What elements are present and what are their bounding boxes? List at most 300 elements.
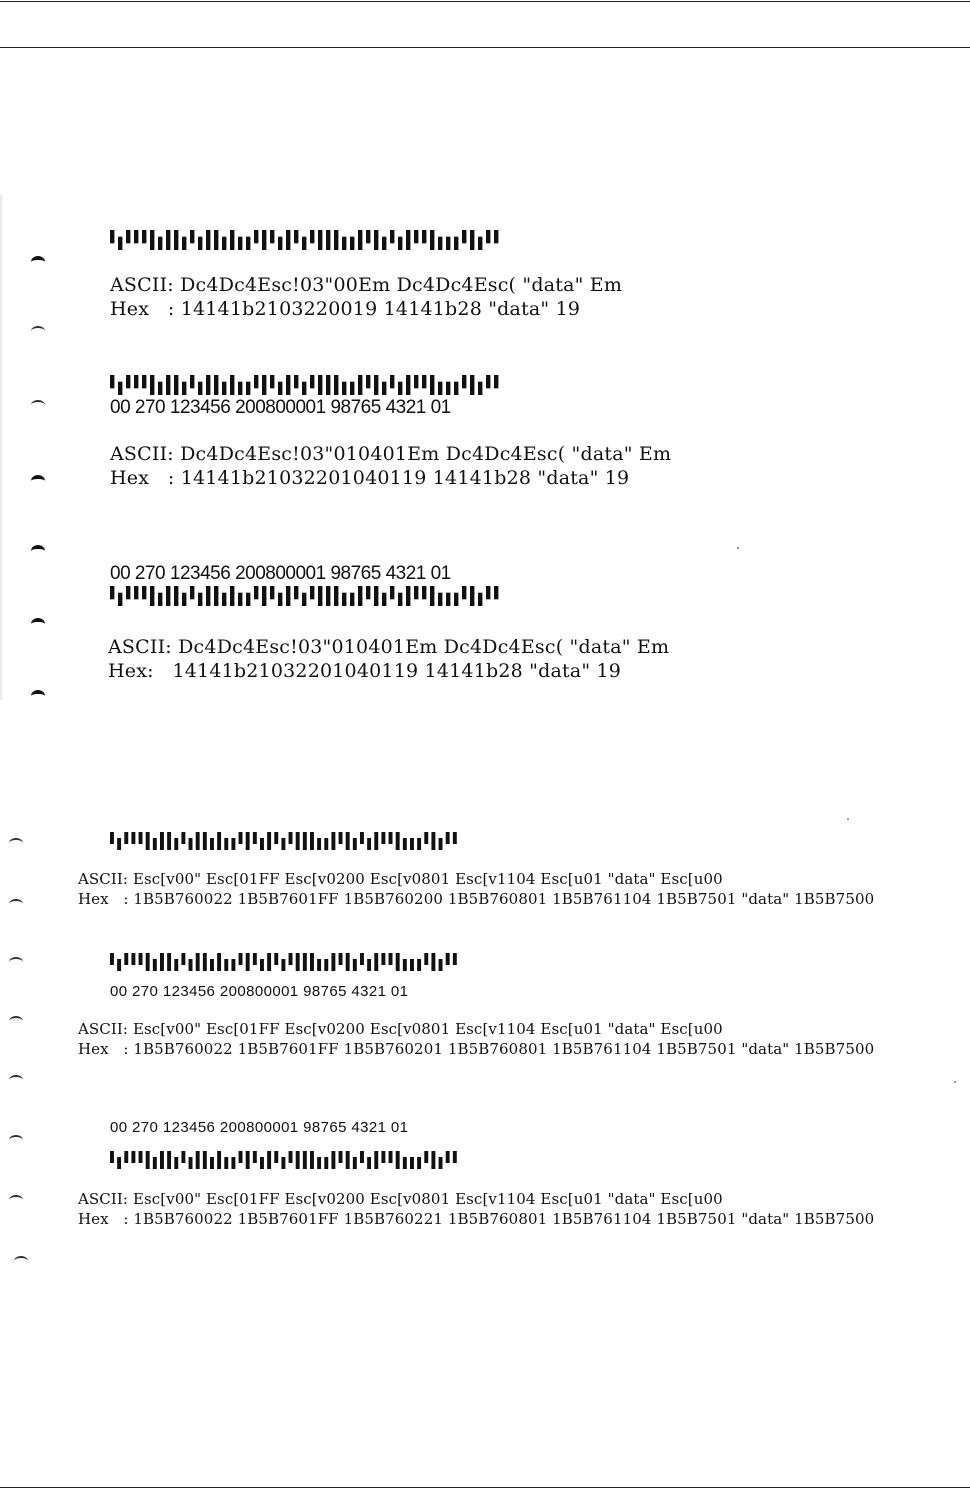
- barcode-graphic: [110, 586, 502, 606]
- barcode-bar: [131, 953, 135, 965]
- barcode-bar: [310, 953, 314, 971]
- hex-line: Hex: 14141b21032201040119 14141b28 "data" 19: [108, 660, 622, 682]
- barcode-bar: [324, 959, 328, 971]
- hex-line: Hex : 14141b21032201040119 14141b28 "data" 19: [110, 467, 630, 489]
- barcode-bar: [118, 382, 122, 395]
- barcode-bar: [278, 382, 282, 395]
- barcode-bar: [146, 832, 150, 850]
- barcode-bar: [453, 953, 457, 965]
- barcode-bar: [286, 586, 290, 606]
- barcode-bar: [446, 953, 450, 965]
- barcode-bar: [406, 375, 410, 395]
- barcode-bar: [358, 586, 362, 606]
- ascii-line: ASCII: Esc[v00" Esc[01FF Esc[v0200 Esc[v0801 Esc[v1104 Esc[u01 "data" Esc[u00: [78, 1020, 723, 1038]
- barcode-bar: [150, 230, 154, 250]
- margin-hole-mark: [9, 838, 23, 848]
- barcode-bar: [289, 832, 293, 844]
- barcode-bar: [324, 1157, 328, 1169]
- barcode-bar: [302, 237, 306, 250]
- barcode-bar: [181, 832, 185, 844]
- barcode-bar: [274, 1151, 278, 1163]
- barcode-bar: [124, 832, 128, 844]
- barcode-bar: [198, 237, 202, 250]
- barcode-bar: [438, 593, 442, 606]
- barcode-bar: [246, 1151, 250, 1169]
- barcode-bar: [302, 382, 306, 395]
- barcode-bar: [439, 959, 443, 971]
- barcode-bar: [310, 375, 314, 388]
- barcode-bar: [289, 1151, 293, 1163]
- barcode-bar: [494, 375, 498, 388]
- barcode-bar: [294, 586, 298, 599]
- barcode-bar: [196, 832, 200, 850]
- barcode-bar: [262, 230, 266, 250]
- barcode-bar: [326, 586, 330, 606]
- barcode-bar: [278, 237, 282, 250]
- barcode-bar: [267, 1151, 271, 1169]
- barcode-bar: [350, 382, 354, 395]
- barcode-bar: [406, 230, 410, 250]
- barcode-bar: [331, 832, 335, 850]
- barcode-bar: [134, 586, 138, 599]
- barcode-bar: [134, 375, 138, 388]
- margin-hole-mark: [9, 1075, 23, 1085]
- barcode-bar: [389, 953, 393, 965]
- barcode-bar: [422, 230, 426, 243]
- barcode-bar: [254, 586, 258, 599]
- barcode-bar: [174, 959, 178, 971]
- barcode-bar: [203, 832, 207, 850]
- barcode-bar: [281, 838, 285, 850]
- barcode-bar: [366, 230, 370, 243]
- human-readable-line: 00 270 123456 200800001 98765 4321 01: [110, 397, 451, 418]
- barcode-bar: [296, 832, 300, 850]
- barcode-bar: [153, 1157, 157, 1169]
- barcode-bar: [303, 953, 307, 971]
- barcode-bar: [281, 959, 285, 971]
- scan-speck: [847, 818, 849, 820]
- margin-hole-mark: [9, 1195, 23, 1205]
- barcode-bar: [346, 953, 350, 971]
- ascii-line: ASCII: Esc[v00" Esc[01FF Esc[v0200 Esc[v0801 Esc[v1104 Esc[u01 "data" Esc[u00: [78, 1190, 723, 1208]
- barcode-bar: [446, 593, 450, 606]
- barcode-bar: [139, 953, 143, 965]
- barcode-bar: [278, 593, 282, 606]
- barcode-bar: [160, 953, 164, 971]
- barcode-bar: [414, 586, 418, 599]
- barcode-bar: [424, 1151, 428, 1163]
- barcode-bar: [438, 382, 442, 395]
- barcode-bar: [360, 832, 364, 844]
- barcode-bar: [262, 586, 266, 606]
- barcode-bar: [118, 593, 122, 606]
- margin-hole-mark: [31, 326, 45, 336]
- barcode-bar: [239, 953, 243, 965]
- barcode-bar: [410, 1157, 414, 1169]
- barcode-bar: [453, 1151, 457, 1163]
- barcode-bar: [190, 375, 194, 388]
- barcode-graphic: [110, 375, 502, 395]
- barcode-bar: [267, 832, 271, 850]
- barcode-bar: [126, 230, 130, 243]
- barcode-bar: [339, 953, 343, 965]
- barcode-bar: [167, 1151, 171, 1169]
- hex-line: Hex : 14141b2103220019 14141b28 "data" 19: [110, 298, 581, 320]
- barcode-bar: [417, 959, 421, 971]
- barcode-bar: [217, 953, 221, 971]
- barcode-bar: [310, 832, 314, 850]
- barcode-bar: [353, 1157, 357, 1169]
- barcode-bar: [117, 838, 121, 850]
- barcode-bar: [246, 593, 250, 606]
- barcode-bar: [174, 838, 178, 850]
- barcode-bar: [254, 375, 258, 388]
- barcode-bar: [238, 593, 242, 606]
- barcode-bar: [317, 838, 321, 850]
- barcode-bar: [366, 586, 370, 599]
- barcode-bar: [254, 230, 258, 243]
- barcode-bar: [131, 832, 135, 844]
- barcode-bar: [270, 586, 274, 599]
- barcode-bar: [410, 959, 414, 971]
- barcode-bar: [398, 237, 402, 250]
- hex-line: Hex : 1B5B760022 1B5B7601FF 1B5B760221 1B5B760801 1B5B761104 1B5B7501 "data" 1B5B7500: [78, 1210, 875, 1228]
- barcode-bar: [303, 1151, 307, 1169]
- barcode-bar: [294, 230, 298, 243]
- barcode-bar: [350, 237, 354, 250]
- barcode-bar: [110, 230, 114, 243]
- human-readable-line: 00 270 123456 200800001 98765 4321 01: [110, 563, 451, 584]
- ascii-line: ASCII: Dc4Dc4Esc!03"010401Em Dc4Dc4Esc( "data" Em: [110, 443, 672, 465]
- barcode-bar: [390, 586, 394, 599]
- barcode-bar: [326, 230, 330, 250]
- margin-hole-mark: [31, 690, 45, 702]
- header-rule: [0, 47, 970, 48]
- barcode-bar: [367, 1157, 371, 1169]
- barcode-bar: [398, 593, 402, 606]
- barcode-bar: [331, 953, 335, 971]
- barcode-bar: [430, 586, 434, 606]
- barcode-bar: [296, 1151, 300, 1169]
- barcode-bar: [210, 1157, 214, 1169]
- barcode-bar: [342, 237, 346, 250]
- barcode-bar: [390, 230, 394, 243]
- margin-hole-mark: [31, 618, 45, 630]
- barcode-bar: [260, 1157, 264, 1169]
- barcode-bar: [470, 375, 474, 395]
- barcode-bar: [374, 375, 378, 395]
- barcode-bar: [158, 237, 162, 250]
- barcode-bar: [253, 1151, 257, 1163]
- barcode-bar: [358, 375, 362, 395]
- barcode-bar: [396, 832, 400, 850]
- barcode-bar: [317, 959, 321, 971]
- barcode-bar: [281, 1157, 285, 1169]
- barcode-bar: [439, 1157, 443, 1169]
- barcode-bar: [253, 953, 257, 965]
- barcode-bar: [110, 1151, 114, 1163]
- barcode-bar: [381, 832, 385, 844]
- barcode-bar: [198, 593, 202, 606]
- barcode-bar: [406, 586, 410, 606]
- scan-speck: [737, 547, 739, 549]
- barcode-bar: [139, 832, 143, 844]
- barcode-bar: [196, 1151, 200, 1169]
- barcode-bar: [146, 953, 150, 971]
- barcode-bar: [417, 1157, 421, 1169]
- barcode-bar: [246, 237, 250, 250]
- barcode-bar: [239, 832, 243, 844]
- barcode-bar: [274, 953, 278, 965]
- margin-hole-mark: [14, 1256, 28, 1266]
- barcode-bar: [431, 1151, 435, 1169]
- barcode-bar: [206, 586, 210, 606]
- barcode-bar: [398, 382, 402, 395]
- barcode-bar: [389, 832, 393, 844]
- barcode-bar: [230, 375, 234, 395]
- barcode-bar: [142, 230, 146, 243]
- barcode-bar: [182, 593, 186, 606]
- margin-hole-mark: [9, 957, 23, 967]
- barcode-bar: [146, 1151, 150, 1169]
- barcode-bar: [334, 375, 338, 395]
- barcode-bar: [126, 586, 130, 599]
- human-readable-line: 00 270 123456 200800001 98765 4321 01: [110, 1119, 409, 1136]
- barcode-bar: [331, 1151, 335, 1169]
- barcode-bar: [190, 230, 194, 243]
- barcode-bar: [222, 382, 226, 395]
- barcode-bar: [131, 1151, 135, 1163]
- barcode-bar: [206, 230, 210, 250]
- barcode-bar: [189, 1157, 193, 1169]
- barcode-graphic: [110, 953, 460, 971]
- barcode-bar: [310, 586, 314, 599]
- barcode-bar: [486, 375, 490, 388]
- barcode-bar: [382, 382, 386, 395]
- barcode-bar: [367, 838, 371, 850]
- barcode-bar: [430, 230, 434, 250]
- barcode-bar: [150, 375, 154, 395]
- margin-hole-mark: [9, 1016, 23, 1026]
- barcode-bar: [446, 832, 450, 844]
- barcode-bar: [446, 237, 450, 250]
- barcode-bar: [110, 832, 114, 844]
- barcode-graphic: [110, 832, 460, 850]
- barcode-bar: [367, 959, 371, 971]
- barcode-bar: [139, 1151, 143, 1163]
- barcode-bar: [454, 593, 458, 606]
- barcode-bar: [167, 832, 171, 850]
- barcode-bar: [246, 953, 250, 971]
- barcode-bar: [214, 375, 218, 395]
- barcode-bar: [478, 593, 482, 606]
- barcode-bar: [342, 593, 346, 606]
- top-rule: [0, 1, 970, 2]
- barcode-bar: [317, 1157, 321, 1169]
- barcode-bar: [339, 1151, 343, 1163]
- barcode-bar: [117, 1157, 121, 1169]
- barcode-bar: [196, 953, 200, 971]
- barcode-bar: [142, 586, 146, 599]
- barcode-bar: [454, 237, 458, 250]
- barcode-bar: [126, 375, 130, 388]
- ascii-line: ASCII: Dc4Dc4Esc!03"00Em Dc4Dc4Esc( "data" Em: [110, 274, 623, 296]
- hex-line: Hex : 1B5B760022 1B5B7601FF 1B5B760201 1B5B760801 1B5B761104 1B5B7501 "data" 1B5B7500: [78, 1040, 875, 1058]
- barcode-bar: [246, 832, 250, 850]
- barcode-bar: [403, 838, 407, 850]
- barcode-bar: [174, 375, 178, 395]
- barcode-bar: [153, 838, 157, 850]
- barcode-bar: [342, 382, 346, 395]
- barcode-bar: [124, 953, 128, 965]
- barcode-bar: [160, 832, 164, 850]
- barcode-bar: [181, 953, 185, 965]
- barcode-bar: [318, 586, 322, 606]
- margin-hole-mark: [31, 400, 45, 410]
- barcode-bar: [324, 838, 328, 850]
- barcode-bar: [414, 230, 418, 243]
- barcode-bar: [424, 832, 428, 844]
- barcode-bar: [422, 375, 426, 388]
- barcode-bar: [494, 230, 498, 243]
- footer-rule: [0, 1487, 970, 1488]
- barcode-bar: [358, 230, 362, 250]
- barcode-bar: [214, 586, 218, 606]
- barcode-bar: [167, 953, 171, 971]
- barcode-bar: [174, 586, 178, 606]
- barcode-bar: [446, 382, 450, 395]
- barcode-bar: [353, 838, 357, 850]
- barcode-bar: [118, 237, 122, 250]
- barcode-bar: [134, 230, 138, 243]
- barcode-bar: [150, 586, 154, 606]
- barcode-bar: [158, 382, 162, 395]
- barcode-bar: [390, 375, 394, 388]
- barcode-bar: [181, 1151, 185, 1163]
- barcode-bar: [260, 959, 264, 971]
- barcode-bar: [414, 375, 418, 388]
- barcode-bar: [374, 832, 378, 850]
- human-readable-line: 00 270 123456 200800001 98765 4321 01: [110, 983, 409, 1000]
- barcode-bar: [396, 1151, 400, 1169]
- barcode-bar: [438, 237, 442, 250]
- barcode-bar: [422, 586, 426, 599]
- barcode-bar: [366, 375, 370, 388]
- barcode-bar: [454, 382, 458, 395]
- ascii-line: ASCII: Dc4Dc4Esc!03"010401Em Dc4Dc4Esc( "data" Em: [108, 636, 670, 658]
- margin-hole-mark: [9, 899, 23, 909]
- barcode-bar: [410, 838, 414, 850]
- barcode-bar: [381, 953, 385, 965]
- barcode-bar: [353, 959, 357, 971]
- scan-edge: [0, 195, 4, 700]
- barcode-bar: [296, 953, 300, 971]
- barcode-bar: [360, 1151, 364, 1163]
- barcode-bar: [310, 230, 314, 243]
- barcode-bar: [224, 838, 228, 850]
- barcode-bar: [246, 382, 250, 395]
- barcode-bar: [339, 832, 343, 844]
- barcode-bar: [203, 953, 207, 971]
- barcode-bar: [166, 586, 170, 606]
- margin-hole-mark: [31, 475, 45, 487]
- barcode-bar: [253, 832, 257, 844]
- barcode-bar: [190, 586, 194, 599]
- barcode-bar: [231, 1157, 235, 1169]
- barcode-bar: [424, 953, 428, 965]
- barcode-bar: [389, 1151, 393, 1163]
- margin-hole-mark: [31, 256, 45, 268]
- barcode-bar: [286, 230, 290, 250]
- barcode-bar: [124, 1151, 128, 1163]
- barcode-bar: [431, 832, 435, 850]
- barcode-bar: [374, 586, 378, 606]
- barcode-bar: [153, 959, 157, 971]
- barcode-bar: [382, 593, 386, 606]
- barcode-bar: [262, 375, 266, 395]
- barcode-bar: [217, 832, 221, 850]
- barcode-bar: [210, 838, 214, 850]
- margin-hole-mark: [31, 545, 45, 557]
- barcode-bar: [217, 1151, 221, 1169]
- barcode-bar: [160, 1151, 164, 1169]
- barcode-bar: [230, 586, 234, 606]
- barcode-bar: [289, 953, 293, 965]
- barcode-bar: [382, 237, 386, 250]
- barcode-graphic: [110, 1151, 460, 1169]
- barcode-bar: [478, 382, 482, 395]
- barcode-bar: [210, 959, 214, 971]
- barcode-bar: [110, 586, 114, 599]
- barcode-bar: [158, 593, 162, 606]
- barcode-bar: [334, 230, 338, 250]
- barcode-bar: [486, 230, 490, 243]
- barcode-bar: [286, 375, 290, 395]
- barcode-bar: [182, 237, 186, 250]
- barcode-bar: [303, 832, 307, 850]
- barcode-bar: [346, 832, 350, 850]
- barcode-bar: [222, 593, 226, 606]
- barcode-bar: [470, 586, 474, 606]
- barcode-bar: [222, 237, 226, 250]
- barcode-bar: [224, 959, 228, 971]
- barcode-bar: [294, 375, 298, 388]
- barcode-bar: [453, 832, 457, 844]
- barcode-bar: [174, 230, 178, 250]
- barcode-bar: [238, 382, 242, 395]
- barcode-bar: [214, 230, 218, 250]
- barcode-bar: [310, 1151, 314, 1169]
- barcode-bar: [318, 375, 322, 395]
- barcode-bar: [396, 953, 400, 971]
- barcode-bar: [439, 838, 443, 850]
- barcode-bar: [326, 375, 330, 395]
- barcode-bar: [230, 230, 234, 250]
- barcode-bar: [142, 375, 146, 388]
- barcode-bar: [302, 593, 306, 606]
- barcode-bar: [117, 959, 121, 971]
- barcode-bar: [203, 1151, 207, 1169]
- barcode-bar: [270, 375, 274, 388]
- hex-line: Hex : 1B5B760022 1B5B7601FF 1B5B760200 1B5B760801 1B5B761104 1B5B7501 "data" 1B5B7500: [78, 890, 875, 908]
- barcode-bar: [403, 1157, 407, 1169]
- barcode-bar: [260, 838, 264, 850]
- barcode-bar: [166, 230, 170, 250]
- barcode-bar: [238, 237, 242, 250]
- barcode-bar: [318, 230, 322, 250]
- barcode-bar: [231, 959, 235, 971]
- barcode-bar: [267, 953, 271, 971]
